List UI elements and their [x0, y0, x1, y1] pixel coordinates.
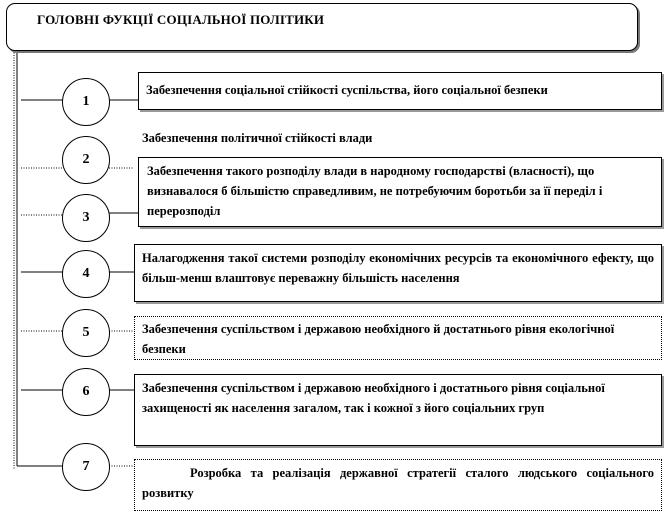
number-circle-6	[62, 368, 110, 416]
number-label-7: 7	[82, 459, 90, 474]
diagram-title	[6, 3, 638, 51]
number-label-4: 4	[82, 266, 90, 281]
number-label-3: 3	[82, 210, 90, 225]
number-circle-5	[62, 309, 110, 357]
number-label-2: 2	[82, 152, 90, 167]
function-box-5	[134, 316, 662, 360]
function-box-6	[134, 374, 662, 446]
function-text-5: Забезпечення суспільством і державою необхідного й достатнього рівня екологічної безпеки	[142, 322, 615, 356]
function-text-2: Забезпечення політичної стійкості влади	[142, 131, 373, 145]
function-box-3	[138, 157, 662, 227]
function-box-4	[134, 244, 662, 302]
number-label-6: 6	[82, 384, 90, 399]
number-circle-3	[62, 194, 110, 242]
function-text-3: Забезпечення такого розподілу влади в народному господарстві (власності), що визнавалося б більшістю справедливим, не потребуючим боротьби за її переділ і перерозподіл	[147, 164, 603, 218]
function-text-6: Забезпечення суспільством і державою необхідного і достатнього рівня соціальної захищеності як населення загалом, так і кожної з його соціальних груп	[142, 381, 605, 415]
number-circle-1	[62, 78, 110, 126]
number-circle-7	[62, 443, 110, 491]
number-label-5: 5	[82, 325, 90, 340]
number-circle-4	[62, 250, 110, 298]
number-label-1: 1	[82, 94, 90, 109]
function-text-7: Розробка та реалізація державної стратегії сталого людського соціального розвитку	[142, 466, 654, 500]
function-box-1	[138, 72, 662, 110]
diagram-title-text: ГОЛОВНІ ФУКЦІЇ СОЦІАЛЬНОЇ ПОЛІТИКИ	[37, 12, 325, 27]
function-text-4: Налагодження такої системи розподілу економічних ресурсів та економічного ефекту, що більш-менш влаштовує переважну більшість населення	[142, 251, 654, 285]
function-box-7	[134, 459, 662, 511]
number-circle-2	[62, 136, 110, 184]
function-text-1: Забезпечення соціальної стійкості суспільства, його соціальної безпеки	[146, 83, 548, 97]
function-box-2	[134, 122, 662, 156]
